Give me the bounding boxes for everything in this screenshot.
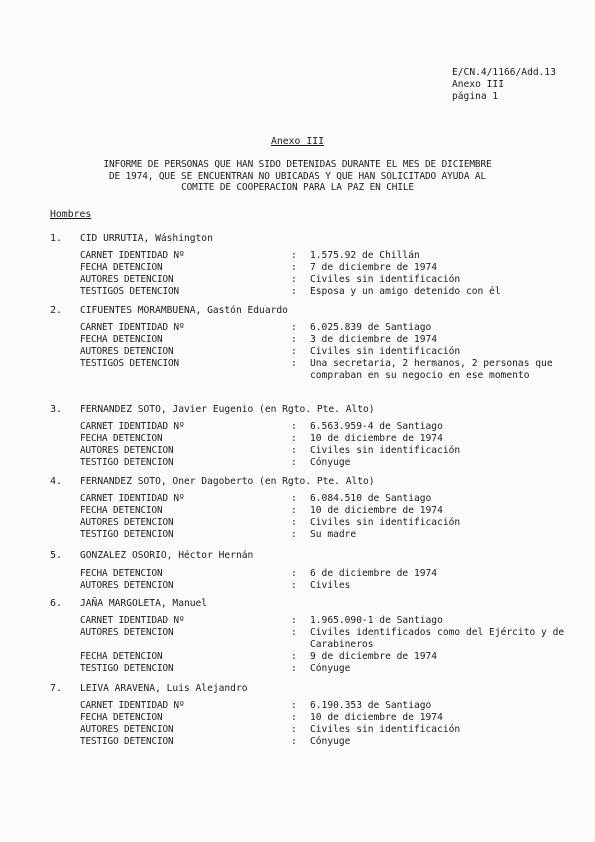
field-value: Civiles sin identificación (310, 724, 461, 735)
field-value: Una secretaria, 2 hermanos, 2 personas que compraban en su negocio en ese momento (310, 358, 553, 382)
field-value: 10 de diciembre de 1974 (310, 505, 443, 516)
field-label: CARNET IDENTIDAD Nº (80, 615, 185, 626)
field-separator: : (291, 517, 297, 528)
field-label: CARNET IDENTIDAD Nº (80, 493, 185, 504)
field-label: CARNET IDENTIDAD Nº (80, 421, 185, 432)
person-name: JAÑA MARGOLETA, Manuel (80, 598, 208, 609)
annex-title: Anexo III (270, 136, 325, 147)
field-value: 6.025.839 de Santiago (310, 322, 432, 333)
field-row (0, 505, 595, 517)
field-separator: : (291, 286, 297, 297)
field-separator: : (291, 724, 297, 735)
field-separator: : (291, 445, 297, 456)
person-number: 7. (50, 683, 63, 694)
field-value: Civiles (310, 580, 351, 591)
field-separator: : (291, 651, 297, 662)
person-name: FERNANDEZ SOTO, Javier Eugenio (en Rgto. Pte. Alto) (80, 404, 375, 415)
field-value: 6 de diciembre de 1974 (310, 568, 438, 579)
field-label: AUTORES DETENCION (80, 274, 174, 285)
field-separator: : (291, 736, 297, 747)
field-separator: : (291, 250, 297, 261)
field-value: Civiles sin identificación (310, 274, 461, 285)
field-label: TESTIGOS DETENCION (80, 286, 179, 297)
person-name: LEIVA ARAVENA, Luis Alejandro (80, 683, 248, 694)
field-label: FECHA DETENCION (80, 262, 163, 273)
field-label: FECHA DETENCION (80, 505, 163, 516)
field-label: TESTIGO DETENCION (80, 736, 174, 747)
field-value: 1.575.92 de Chillán (310, 250, 420, 261)
field-separator: : (291, 433, 297, 444)
field-separator: : (291, 421, 297, 432)
section-heading: Hombres (50, 209, 92, 220)
field-label: CARNET IDENTIDAD Nº (80, 322, 185, 333)
field-value: Cónyuge (310, 663, 351, 674)
person-number: 5. (50, 550, 63, 561)
field-row (0, 274, 595, 286)
field-value: 3 de diciembre de 1974 (310, 334, 438, 345)
field-row (0, 457, 595, 469)
report-title-line: COMITE DE COOPERACION PARA LA PAZ EN CHILE (181, 182, 414, 193)
doc-symbol: E/CN.4/1166/Add.13 (452, 67, 556, 78)
field-label: TESTIGO DETENCION (80, 663, 174, 674)
field-value: 6.563.959-4 de Santiago (310, 421, 443, 432)
field-value: Cónyuge (310, 457, 351, 468)
person-number: 6. (50, 598, 63, 609)
document-reference (452, 67, 556, 103)
field-row (0, 580, 595, 592)
field-separator: : (291, 627, 297, 638)
field-separator: : (291, 358, 297, 369)
field-separator: : (291, 700, 297, 711)
field-separator: : (291, 580, 297, 591)
field-separator: : (291, 322, 297, 333)
field-row (0, 358, 595, 382)
field-row (0, 615, 595, 627)
field-value: Su madre (310, 529, 357, 540)
field-separator: : (291, 262, 297, 273)
field-row (0, 445, 595, 457)
person-name: CID URRUTIA, Wáshington (80, 233, 213, 244)
field-row (0, 433, 595, 445)
field-row (0, 421, 595, 433)
field-label: CARNET IDENTIDAD Nº (80, 250, 185, 261)
field-value: 6.190.353 de Santiago (310, 700, 432, 711)
field-row (0, 700, 595, 712)
field-row (0, 334, 595, 346)
field-row (0, 663, 595, 675)
field-label: AUTORES DETENCION (80, 627, 174, 638)
field-row (0, 262, 595, 274)
field-value: Civiles sin identificación (310, 517, 461, 528)
field-value: Cónyuge (310, 736, 351, 747)
field-separator: : (291, 346, 297, 357)
field-separator: : (291, 274, 297, 285)
field-separator: : (291, 712, 297, 723)
field-value: 9 de diciembre de 1974 (310, 651, 438, 662)
field-row (0, 724, 595, 736)
field-row (0, 493, 595, 505)
field-label: AUTORES DETENCION (80, 580, 174, 591)
field-row (0, 712, 595, 724)
person-number: 3. (50, 404, 63, 415)
field-value: Civiles sin identificación (310, 346, 461, 357)
field-value: 1.965.090-1 de Santiago (310, 615, 443, 626)
field-value: Civiles identificados como del Ejército y de Carabineros (310, 627, 565, 651)
field-label: TESTIGO DETENCION (80, 529, 174, 540)
report-title-line: INFORME DE PERSONAS QUE HAN SIDO DETENIDAS DURANTE EL MES DE DICIEMBRE (103, 159, 492, 170)
field-row (0, 627, 595, 651)
person-number: 4. (50, 476, 63, 487)
field-value: 10 de diciembre de 1974 (310, 712, 443, 723)
field-label: AUTORES DETENCION (80, 724, 174, 735)
field-separator: : (291, 663, 297, 674)
field-separator: : (291, 615, 297, 626)
field-label: AUTORES DETENCION (80, 445, 174, 456)
field-row (0, 568, 595, 580)
field-value: 7 de diciembre de 1974 (310, 262, 438, 273)
person-name: FERNANDEZ SOTO, Oner Dagoberto (en Rgto. Pte. Alto) (80, 476, 375, 487)
field-value: Civiles sin identificación (310, 445, 461, 456)
field-value: 6.084.510 de Santiago (310, 493, 432, 504)
person-number: 2. (50, 305, 63, 316)
field-label: FECHA DETENCION (80, 651, 163, 662)
field-row (0, 322, 595, 334)
field-separator: : (291, 493, 297, 504)
person-name: GONZALEZ OSORIO, Héctor Hernán (80, 550, 254, 561)
field-label: AUTORES DETENCION (80, 517, 174, 528)
field-label: FECHA DETENCION (80, 568, 163, 579)
field-row (0, 346, 595, 358)
field-label: FECHA DETENCION (80, 712, 163, 723)
field-label: TESTIGO DETENCION (80, 457, 174, 468)
field-row (0, 736, 595, 748)
annex-reference: Anexo III (452, 79, 504, 90)
field-label: CARNET IDENTIDAD Nº (80, 700, 185, 711)
field-label: AUTORES DETENCION (80, 346, 174, 357)
field-separator: : (291, 505, 297, 516)
field-row (0, 529, 595, 541)
field-separator: : (291, 529, 297, 540)
field-row (0, 651, 595, 663)
field-label: FECHA DETENCION (80, 334, 163, 345)
field-separator: : (291, 334, 297, 345)
field-value: 10 de diciembre de 1974 (310, 433, 443, 444)
field-row (0, 250, 595, 262)
field-separator: : (291, 568, 297, 579)
field-row (0, 517, 595, 529)
page-number: página 1 (452, 91, 499, 102)
field-label: TESTIGOS DETENCION (80, 358, 179, 369)
field-separator: : (291, 457, 297, 468)
person-number: 1. (50, 233, 63, 244)
field-row (0, 286, 595, 298)
field-label: FECHA DETENCION (80, 433, 163, 444)
report-title-line: DE 1974, QUE SE ENCUENTRAN NO UBICADAS Y QUE HAN SOLICITADO AYUDA AL (108, 170, 486, 182)
person-name: CIFUENTES MORAMBUENA, Gastón Eduardo (80, 305, 288, 316)
report-title (70, 159, 525, 194)
field-value: Esposa y un amigo detenido con él (310, 286, 501, 297)
